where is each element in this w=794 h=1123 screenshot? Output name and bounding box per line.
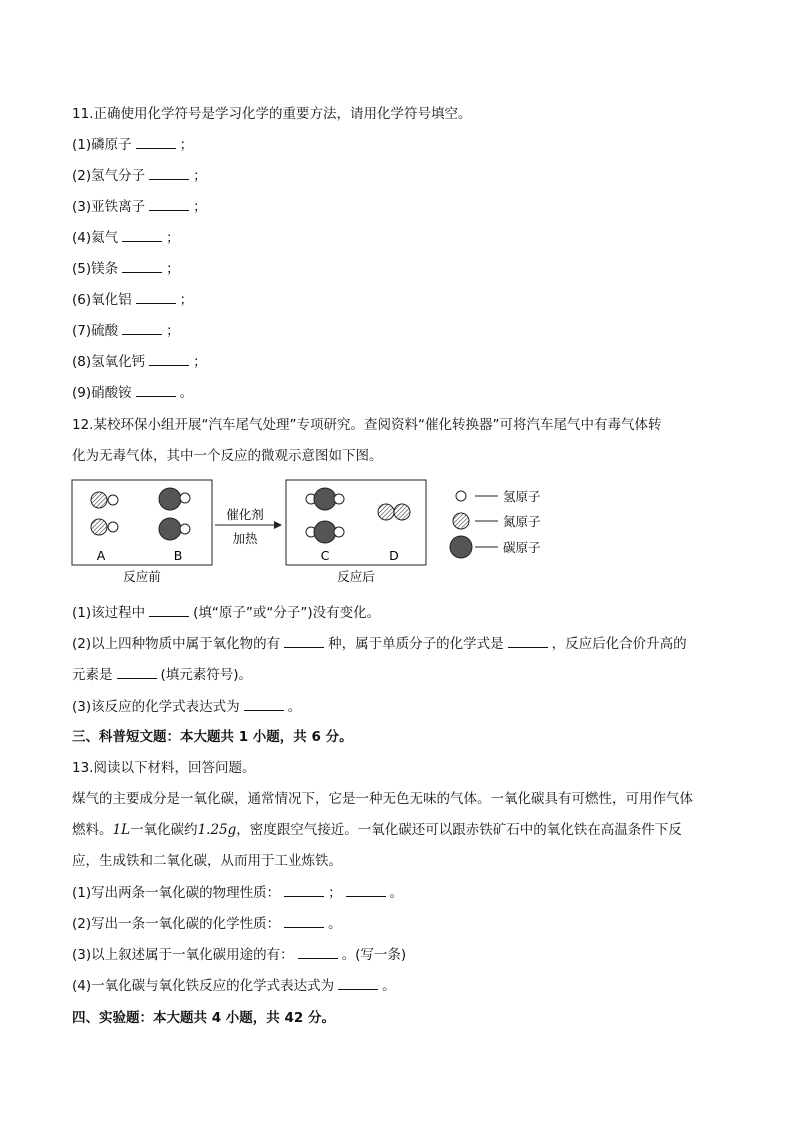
- molecule-b2: [159, 518, 190, 540]
- q13-passage-line1: 煤气的主要成分是一氧化碳，通常情况下，它是一种无色无味的气体。一氧化碳具有可燃性，可用作气体: [72, 791, 693, 807]
- answer-blank[interactable]: [284, 882, 324, 897]
- reaction-micro-diagram: [70, 478, 560, 588]
- text: ，反应后化合价升高的: [551, 636, 687, 652]
- legend-nitrogen-label: 氮原子: [503, 514, 541, 529]
- answer-blank[interactable]: [117, 664, 157, 679]
- text: (1)该过程中: [72, 605, 146, 621]
- item-end: ；: [193, 199, 207, 215]
- q11-stem: 11.正确使用化学符号是学习化学的重要方法，请用化学符号填空。: [72, 106, 472, 122]
- legend-hydrogen: [456, 489, 541, 504]
- label-after: 反应后: [337, 569, 375, 584]
- molecule-a1: [91, 492, 118, 508]
- q11-item-4: [72, 227, 180, 248]
- answer-blank[interactable]: [136, 289, 176, 304]
- q11-item-9: [72, 382, 193, 403]
- answer-blank[interactable]: [244, 696, 284, 711]
- item-label: (9)硝酸铵: [72, 385, 132, 401]
- text: 。(写一条): [341, 947, 407, 963]
- item-label: (3)亚铁离子: [72, 199, 146, 215]
- item-end: 。: [179, 385, 194, 401]
- text: 。: [287, 699, 302, 715]
- item-end: ；: [193, 168, 207, 184]
- mass-value: 1.25g: [197, 822, 237, 838]
- text: 燃料。: [72, 822, 113, 838]
- molecule-c1: [306, 488, 344, 510]
- label-c: C: [320, 548, 330, 563]
- arrow-head: [274, 521, 282, 529]
- label-before: 反应前: [123, 569, 161, 584]
- q13-sub4: [72, 975, 396, 996]
- q11-item-7: [72, 320, 180, 341]
- item-end: ；: [179, 137, 194, 153]
- answer-blank[interactable]: [122, 227, 162, 242]
- q12-stem-line1: 12.某校环保小组开展“汽车尾气处理”专项研究。查阅资料“催化转换器”可将汽车尾气中有毒气体转: [72, 417, 662, 433]
- text: 。: [328, 916, 342, 932]
- text: 元素是: [72, 667, 113, 683]
- answer-blank[interactable]: [149, 351, 189, 366]
- legend-carbon-label: 碳原子: [503, 540, 541, 555]
- answer-blank[interactable]: [149, 165, 189, 180]
- section-3-heading: 三、科普短文题：本大题共 1 小题，共 6 分。: [72, 729, 353, 745]
- legend-hydrogen-label: 氢原子: [503, 489, 541, 504]
- item-end: ；: [166, 261, 180, 277]
- answer-blank[interactable]: [346, 882, 386, 897]
- q12-sub2: [72, 633, 687, 654]
- answer-blank[interactable]: [122, 320, 162, 335]
- item-end: ；: [193, 354, 207, 370]
- molecule-c2: [306, 521, 344, 543]
- text: (1)写出两条一氧化碳的物理性质：: [72, 885, 281, 901]
- q11-item-5: [72, 258, 180, 279]
- label-a: A: [96, 548, 106, 563]
- label-b: B: [173, 548, 183, 563]
- molecule-d: [378, 504, 410, 520]
- answer-blank[interactable]: [136, 134, 176, 149]
- text: (3)该反应的化学式表达式为: [72, 699, 240, 715]
- section-4-heading: 四、实验题：本大题共 4 小题，共 42 分。: [72, 1010, 335, 1026]
- answer-blank[interactable]: [298, 944, 338, 959]
- q13-passage-line3: 应，生成铁和二氧化碳，从而用于工业炼铁。: [72, 853, 342, 869]
- after-box: [286, 480, 426, 565]
- answer-blank[interactable]: [136, 382, 176, 397]
- answer-blank[interactable]: [284, 913, 324, 928]
- item-label: (5)镁条: [72, 261, 119, 277]
- item-label: (2)氢气分子: [72, 168, 146, 184]
- text: (2)以上四种物质中属于氧化物的有: [72, 636, 281, 652]
- label-d: D: [389, 548, 399, 563]
- legend-carbon: [450, 536, 541, 558]
- q12-stem-line2: 化为无毒气体，其中一个反应的微观示意图如下图。: [72, 448, 383, 464]
- text: (2)写出一条一氧化碳的化学性质：: [72, 916, 281, 932]
- text: 种，属于单质分子的化学式是: [328, 636, 504, 652]
- q13-passage-line2: [72, 820, 682, 840]
- item-label: (4)氦气: [72, 230, 119, 246]
- q13-sub2: [72, 913, 342, 934]
- q11-item-6: [72, 289, 193, 310]
- item-label: (6)氧化铝: [72, 292, 132, 308]
- text: (填元素符号)。: [160, 667, 253, 683]
- text: ；: [328, 885, 342, 901]
- item-label: (1)磷原子: [72, 137, 132, 153]
- answer-blank[interactable]: [508, 633, 548, 648]
- label-heating: 加热: [232, 531, 258, 546]
- q12-sub1: [72, 602, 380, 623]
- answer-blank[interactable]: [338, 975, 378, 990]
- q13-stem: 13.阅读以下材料，回答问题。: [72, 760, 256, 776]
- item-label: (8)氢氧化钙: [72, 354, 146, 370]
- text: (4)一氧化碳与氧化铁反应的化学式表达式为: [72, 978, 335, 994]
- answer-blank[interactable]: [284, 633, 324, 648]
- answer-blank[interactable]: [122, 258, 162, 273]
- q13-sub1: [72, 882, 403, 903]
- item-end: ；: [166, 323, 180, 339]
- text: (填“原子”或“分子”)没有变化。: [193, 605, 381, 621]
- q13-sub3: [72, 944, 406, 965]
- volume-value: 1L: [112, 822, 131, 838]
- legend-nitrogen: [453, 513, 541, 529]
- q11-item-2: [72, 165, 207, 186]
- answer-blank[interactable]: [149, 602, 189, 617]
- text: (3)以上叙述属于一氧化碳用途的有：: [72, 947, 294, 963]
- answer-blank[interactable]: [149, 196, 189, 211]
- q11-item-1: [72, 134, 193, 155]
- text: 。: [382, 978, 396, 994]
- q12-sub2-cont: [72, 664, 252, 685]
- text: ，密度跟空气接近。一氧化碳还可以跟赤铁矿石中的氧化铁在高温条件下反: [236, 822, 682, 838]
- q11-item-8: [72, 351, 207, 372]
- item-end: ；: [166, 230, 180, 246]
- item-label: (7)硫酸: [72, 323, 119, 339]
- molecule-b1: [159, 488, 190, 510]
- molecule-a2: [91, 519, 118, 535]
- text: 一氧化碳约: [130, 822, 198, 838]
- text: 。: [389, 885, 404, 901]
- q12-sub3: [72, 696, 301, 717]
- item-end: ；: [179, 292, 194, 308]
- label-catalyst: 催化剂: [226, 507, 264, 522]
- q11-item-3: [72, 196, 207, 217]
